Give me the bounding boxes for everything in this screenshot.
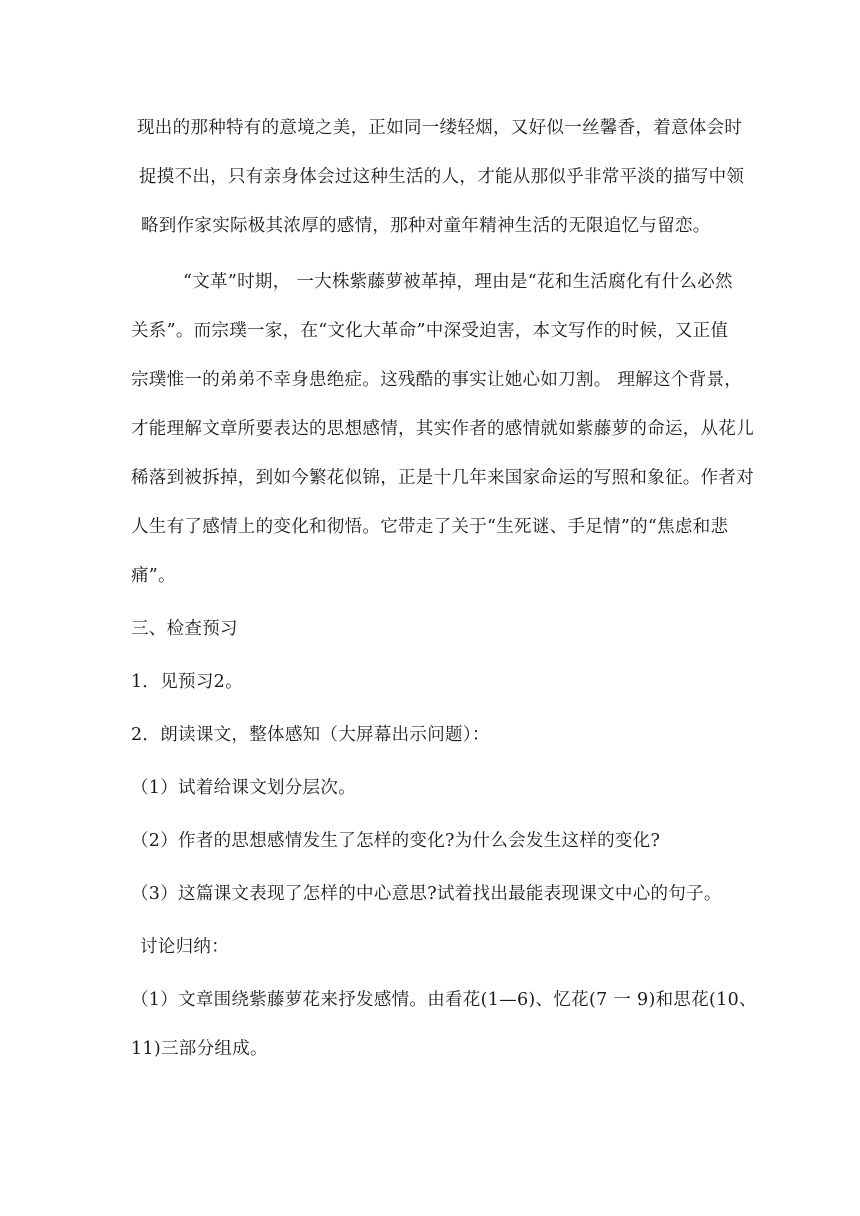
- question-item: （1）试着给课文划分层次。: [131, 778, 357, 798]
- paragraph-line: 才能理解文章所要表达的思想感情，其实作者的感情就如紫藤萝的命运，从花儿: [131, 419, 754, 439]
- answer-line: 11)三部分组成。: [131, 1039, 268, 1059]
- paragraph-line: “文革”时期， 一大株紫藤萝被革掉，理由是“花和生活腐化有什么必然: [183, 272, 733, 292]
- paragraph-line: 略到作家实际极其浓厚的感情，那种对童年精神生活的无限追忆与留恋。: [141, 216, 711, 236]
- paragraph-line: 捉摸不出，只有亲身体会过这种生活的人，才能从那似乎非常平淡的描写中领: [139, 167, 745, 187]
- paragraph-line: 稀落到被拆掉，到如今繁花似锦，正是十几年来国家命运的写照和象征。作者对: [131, 468, 754, 488]
- paragraph-line: 痛”。: [131, 566, 176, 586]
- paragraph-line: 宗璞惟一的弟弟不幸身患绝症。这残酷的事实让她心如刀割。 理解这个背景，: [131, 370, 743, 390]
- section-heading: 三、检查预习: [131, 619, 238, 639]
- discussion-label: 讨论归纳：: [140, 937, 229, 957]
- list-item: 1．见预习2。: [131, 672, 243, 692]
- list-item: 2．朗读课文，整体感知（大屏幕出示问题）：: [131, 725, 490, 745]
- paragraph-line: 现出的那种特有的意境之美，正如同一缕轻烟，又好似一丝馨香，着意体会时: [137, 118, 743, 138]
- question-item: （2）作者的思想感情发生了怎样的变化?为什么会发生这样的变化?: [131, 831, 661, 851]
- answer-line: （1）文章围绕紫藤萝花来抒发感情。由看花(1—6)、忆花(7 一 9)和思花(10、: [131, 990, 757, 1010]
- paragraph-line: 关系”。而宗璞一家，在“文化大革命”中深受迫害，本文写作的时候，又正值: [131, 321, 729, 341]
- question-item: （3）这篇课文表现了怎样的中心意思?试着找出最能表现课文中心的句子。: [131, 884, 722, 904]
- paragraph-line: 人生有了感情上的变化和彻悟。它带走了关于“生死谜、手足情”的“焦虑和悲: [131, 517, 729, 537]
